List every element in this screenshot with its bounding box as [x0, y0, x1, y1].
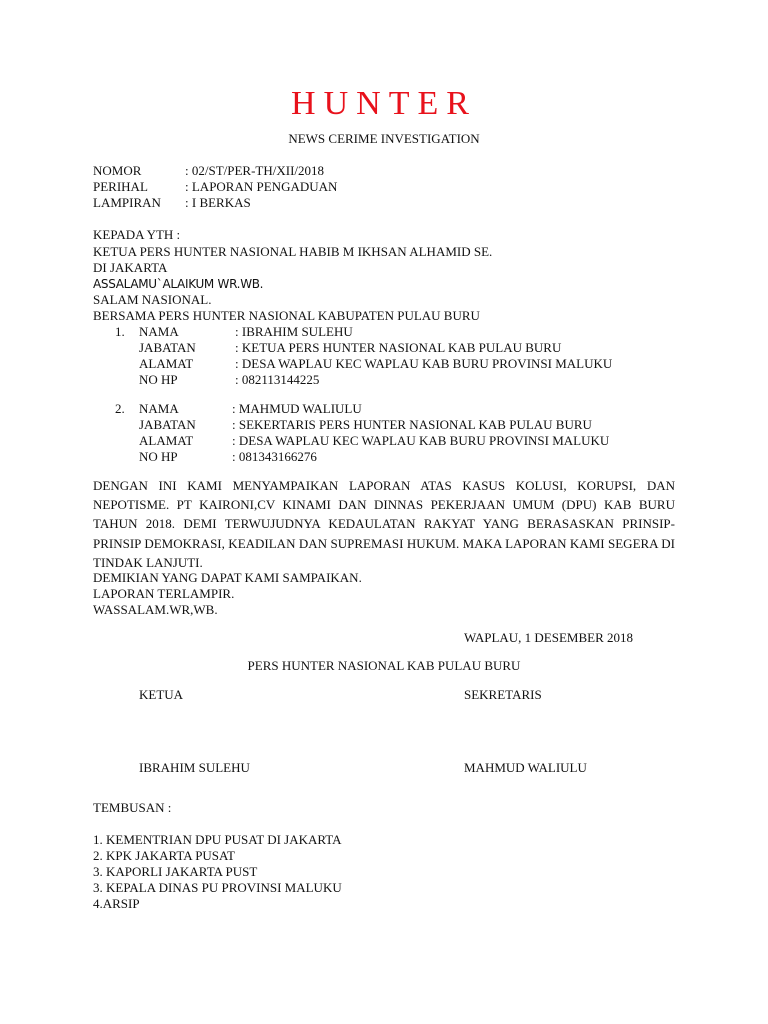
person2-nohp-label: NO HP	[139, 449, 178, 464]
person2-nama-label: NAMA	[139, 401, 179, 416]
recipient-line: KETUA PERS HUNTER NASIONAL HABIB M IKHSAN ALHAMID SE.	[93, 244, 493, 259]
person2-nohp: : 081343166276	[232, 449, 317, 464]
nomor-value: : 02/ST/PER-TH/XII/2018	[185, 163, 325, 178]
tembusan-item: 3. KAPORLI JAKARTA PUST	[93, 864, 258, 879]
lampiran-label: LAMPIRAN	[93, 195, 161, 210]
closing-line-2: LAPORAN TERLAMPIR.	[93, 586, 235, 601]
left-role: KETUA	[139, 687, 184, 702]
tembusan-item: 4.ARSIP	[93, 896, 140, 911]
person1-alamat-label: ALAMAT	[139, 356, 194, 371]
person1-nama-label: NAMA	[139, 324, 179, 339]
tembusan-item: 1. KEMENTRIAN DPU PUSAT DI JAKARTA	[93, 832, 342, 847]
person2-number: 2.	[115, 401, 125, 416]
person2-jabatan: : SEKERTARIS PERS HUNTER NASIONAL KAB PULAU BURU	[232, 417, 592, 432]
person1-jabatan: : KETUA PERS HUNTER NASIONAL KAB PULAU BURU	[235, 340, 562, 355]
closing-line-3: WASSALAM.WR,WB.	[93, 602, 218, 617]
person2-alamat-label: ALAMAT	[139, 433, 194, 448]
greeting-line: ASSALAMU`ALAIKUM WR.WB.	[93, 277, 264, 291]
tembusan-item: 3. KEPALA DINAS PU PROVINSI MALUKU	[93, 880, 342, 895]
person1-nohp-label: NO HP	[139, 372, 178, 387]
person2-jabatan-label: JABATAN	[139, 417, 196, 432]
letterhead-title: HUNTER	[291, 85, 477, 122]
body-paragraph: DENGAN INI KAMI MENYAMPAIKAN LAPORAN ATAS KASUS KOLUSI, KORUPSI, DAN NEPOTISME. PT KAIRONI,CV KINAMI DAN DINNAS PEKERJAAN UMUM (DPU) KAB BURU TAHUN 2018. DEMI TERWUJUDNYA KEDAULATAN RAKYAT YANG BERASASKAN PRINSIP-PRINSIP DEMOKRASI, KEADILAN DAN SUPREMASI HUKUM. MAKA LAPORAN KAMI SEGERA DI TINDAK LANJUTI.	[93, 478, 675, 570]
perihal-value: : LAPORAN PENGADUAN	[185, 179, 338, 194]
letterhead-subtitle: NEWS CERIME INVESTIGATION	[288, 131, 480, 146]
salam-line: SALAM NASIONAL.	[93, 292, 212, 307]
place-date: WAPLAU, 1 DESEMBER 2018	[464, 630, 634, 645]
perihal-label: PERIHAL	[93, 179, 148, 194]
person2-alamat: : DESA WAPLAU KEC WAPLAU KAB BURU PROVINSI MALUKU	[232, 433, 610, 448]
person1-alamat: : DESA WAPLAU KEC WAPLAU KAB BURU PROVINSI MALUKU	[235, 356, 613, 371]
signature-organization: PERS HUNTER NASIONAL KAB PULAU BURU	[247, 658, 521, 673]
person1-nohp: : 082113144225	[235, 372, 320, 387]
person1-jabatan-label: JABATAN	[139, 340, 196, 355]
left-signatory-name: IBRAHIM SULEHU	[139, 760, 250, 775]
person1-number: 1.	[115, 324, 125, 339]
right-signatory-name: MAHMUD WALIULU	[464, 760, 587, 775]
tembusan-label: TEMBUSAN :	[93, 800, 172, 815]
kepada-line: KEPADA YTH :	[93, 227, 181, 242]
person1-nama: : IBRAHIM SULEHU	[235, 324, 353, 339]
right-role: SEKRETARIS	[464, 687, 542, 702]
nomor-label: NOMOR	[93, 163, 142, 178]
person2-nama: : MAHMUD WALIULU	[232, 401, 362, 416]
closing-line-1: DEMIKIAN YANG DAPAT KAMI SAMPAIKAN.	[93, 570, 362, 585]
location-line: DI JAKARTA	[93, 260, 168, 275]
lampiran-value: : I BERKAS	[185, 195, 251, 210]
tembusan-item: 2. KPK JAKARTA PUSAT	[93, 848, 235, 863]
bersama-line: BERSAMA PERS HUNTER NASIONAL KABUPATEN PULAU BURU	[93, 308, 480, 323]
